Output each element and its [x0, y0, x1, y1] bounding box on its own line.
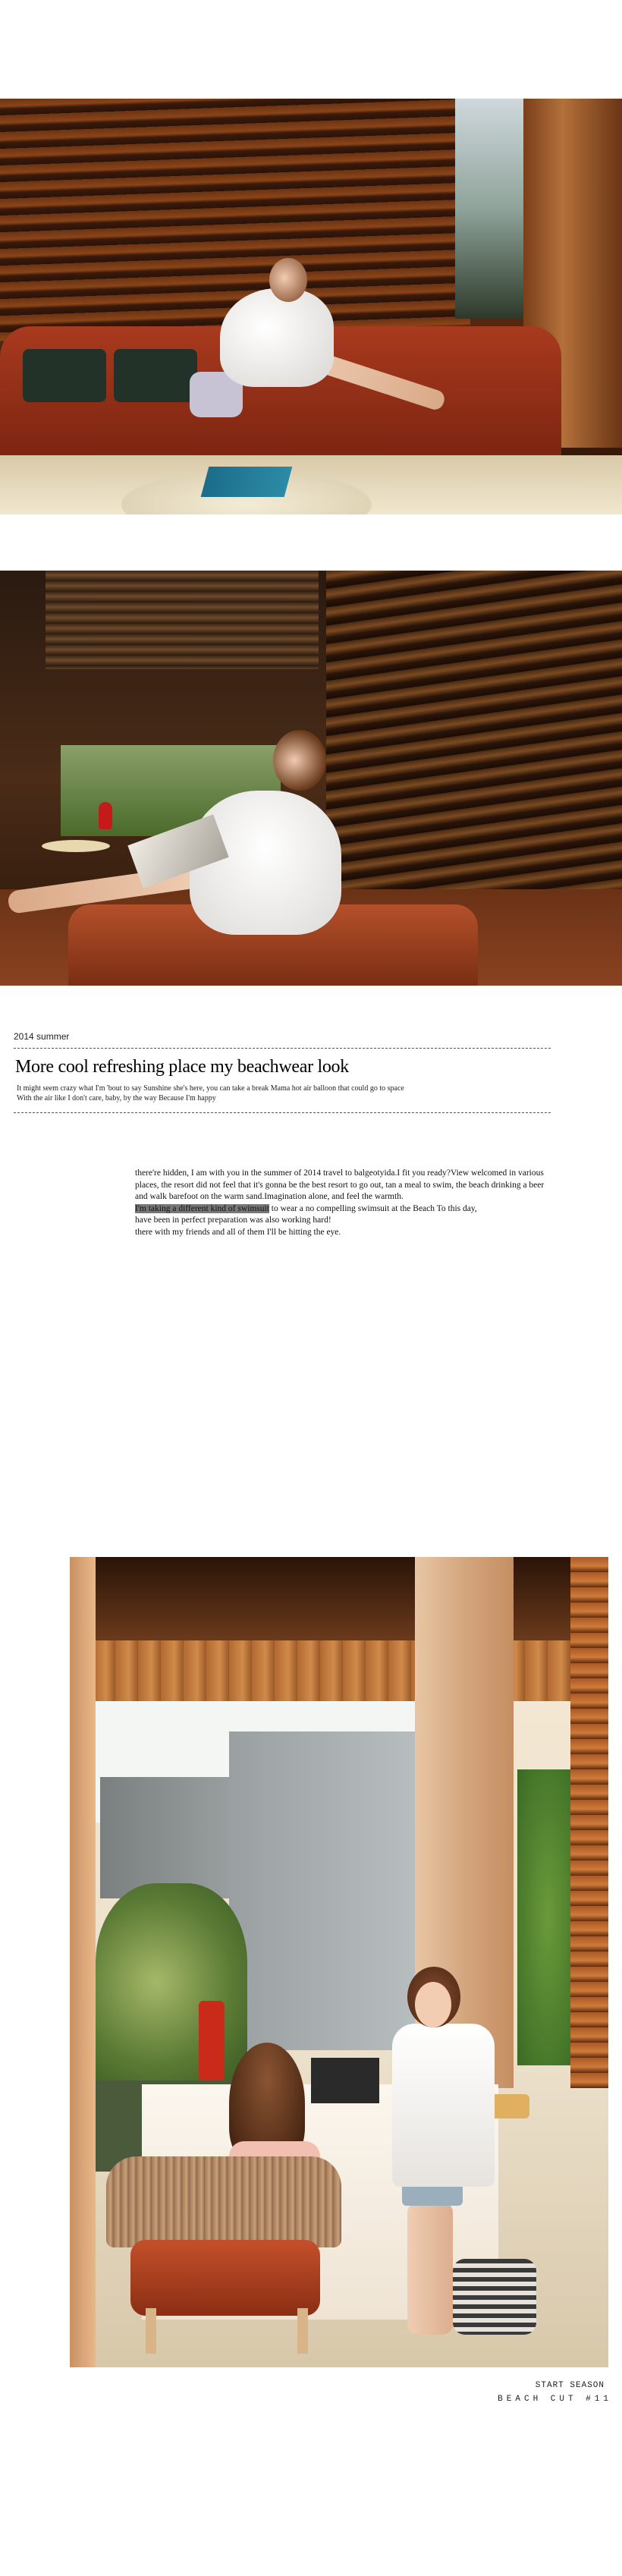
- intro-line: It might seem crazy what I'm 'bout to say Sunshine she's here, you can take a break Mama hot air balloon that could go to space: [17, 1084, 404, 1093]
- caption-title: START SEASON: [535, 2381, 605, 2390]
- reception-photo: [70, 1557, 608, 2367]
- season-label: 2014 summer: [14, 1031, 70, 1042]
- story-paragraph: [135, 1168, 610, 1238]
- dashed-divider: [14, 1112, 551, 1113]
- intro-text: [17, 1084, 441, 1103]
- standing-model-legs: [407, 2202, 453, 2335]
- intro-line: With the air like I don't care, baby, by the way Because I'm happy: [17, 1094, 216, 1102]
- cushion: [114, 349, 197, 402]
- striped-bag: [453, 2259, 536, 2335]
- side-table: [42, 840, 110, 852]
- story-line: and walk barefoot on the warm sand.Imagination alone, and feel the warmth.: [135, 1192, 404, 1201]
- building: [100, 1777, 237, 1898]
- wooden-pillar: [70, 1557, 96, 2367]
- story-line: there're hidden, I am with you in the summer of 2014 travel to balgeotyida.I fit you ready?View welcomed in various: [135, 1168, 544, 1178]
- wooden-slat-wall: [326, 571, 622, 889]
- magazine: [201, 467, 293, 497]
- trees: [96, 1883, 247, 2081]
- story-line: [135, 1203, 610, 1216]
- wicker-chair-back: [106, 2156, 341, 2247]
- red-lamp: [199, 2001, 225, 2081]
- trees: [517, 1769, 578, 2065]
- building: [229, 1731, 419, 2050]
- monitor: [311, 2058, 379, 2103]
- standing-model-jacket: [392, 2024, 495, 2187]
- reading-photo: [0, 571, 622, 986]
- story-line: places, the resort did not feel that it's gonna be the best resort to go out, tan a meal to swim, the beach drinking a beer: [135, 1180, 545, 1190]
- model-head: [269, 258, 307, 302]
- roof-beam: [70, 1557, 608, 1640]
- story-line-rest: to wear a no compelling swimsuit at the Beach To this day,: [269, 1203, 477, 1213]
- wooden-slat-wall: [570, 1557, 608, 2088]
- standing-model-face: [415, 1982, 451, 2027]
- window-view: [455, 99, 531, 319]
- story-line: have been in perfect preparation was also working hard!: [135, 1216, 331, 1225]
- ceiling: [46, 571, 319, 669]
- red-vase: [99, 802, 112, 829]
- model-head: [273, 730, 326, 791]
- lounge-photo: [0, 99, 622, 514]
- headline: More cool refreshing place my beachwear look: [15, 1057, 349, 1077]
- cushion: [23, 349, 106, 402]
- chair-leg: [146, 2308, 156, 2354]
- caption-subtitle: BEACH CUT #11: [498, 2395, 612, 2404]
- model-figure: [220, 288, 334, 387]
- dashed-divider: [14, 1048, 551, 1049]
- story-line: there with my friends and all of them I'll be hitting the eye.: [135, 1227, 341, 1237]
- chair-leg: [297, 2308, 308, 2354]
- chair-seat: [130, 2240, 320, 2316]
- highlighted-text: I'm taking a different kind of swimsuit: [135, 1203, 269, 1213]
